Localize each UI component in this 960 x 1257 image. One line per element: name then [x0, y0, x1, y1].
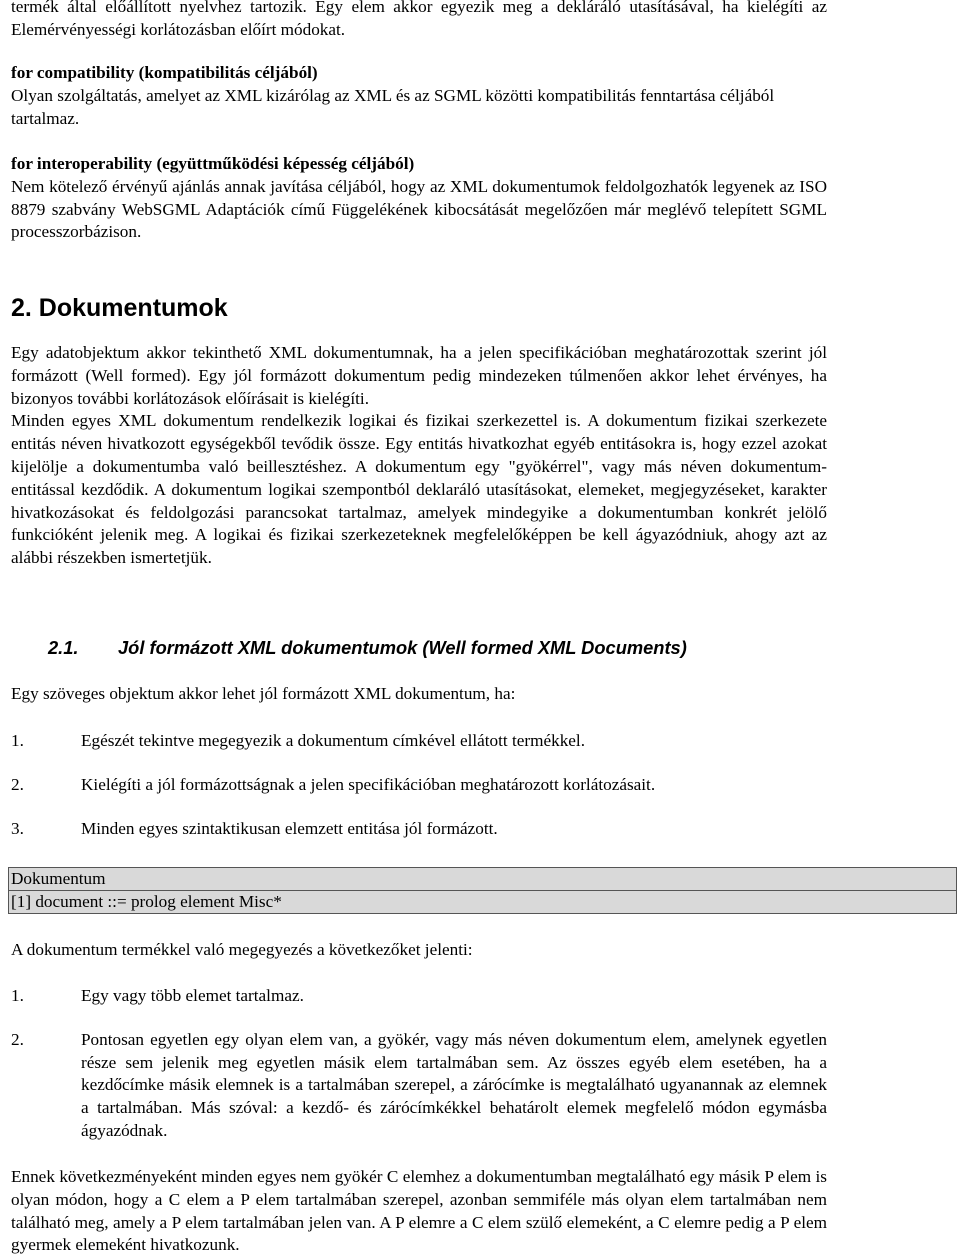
grammar-rule: [1] document ::= prolog element Misc* — [9, 890, 956, 913]
conformance-list — [11, 985, 827, 1143]
definition-term: for compatibility (kompatibilitás céljából) — [11, 63, 318, 82]
definition-compatibility — [11, 62, 827, 130]
section-title: Jól formázott XML dokumentumok (Well formed XML Documents) — [118, 637, 687, 658]
list-item: 2. Kielégíti a jól formázottságnak a jelen specifikációban meghatározott korlátozásait. — [11, 774, 656, 794]
grammar-box — [8, 867, 957, 914]
section-2-paragraph-2: Minden egyes XML dokumentum rendelkezik logikai és fizikai szerkezettel is. A dokumentum fizikai szerkezete entitás néven hivatkozott egységekből tevődik össze. Egy entitás hivatkozhat egyéb entitásokra is, hogy ezzel azokat kijelölje a dokumentumba való beillesztéshez. A dokumentum egy "gyökérrel", vagy más néven dokumentum-entitással kezdődik. A dokumentum logikai szempontból deklaráló utasításokat, elemeket, megjegyzéseket, karakter hivatkozásokat és feldolgozási parancsokat tartalmaz, amelyek mindegyike a dokumentumban konkrét jelölő funkcióként jelenik meg. A logikai és fizikai szerkezeteknek megfelelőképpen be kell ágyazódniuk, ahogy azt az alábbi részekben ismertetjük. — [11, 411, 827, 568]
section-2-heading: 2. Dokumentumok — [11, 294, 228, 322]
section-2-1-lead: Egy szöveges objektum akkor lehet jól formázott XML dokumentum, ha: — [11, 684, 516, 703]
section-2-1-heading — [11, 636, 911, 660]
intro-paragraph: termék által előállított nyelvhez tartozik. Egy elem akkor egyezik meg a dekláráló utasításával, ha kielégíti az Elemérvényességi korlátozásban előírt módokat. — [11, 0, 827, 39]
definition-text: Olyan szolgáltatás, amelyet az XML kizárólag az XML és az SGML közötti kompatibilitás fenntartása céljából tartalmaz. — [11, 85, 775, 128]
section-2-body — [11, 342, 827, 570]
section-number: 2.1. — [48, 637, 79, 658]
conditions-list — [11, 730, 827, 840]
definition-text: Nem kötelező érvényű ajánlás annak javítása céljából, hogy az XML dokumentumok feldolgozhatók legyenek az ISO 8879 szabvány WebSGML Adaptációk című Függelékének kibocsátását megelőzően már meglévő telepített SGML processzorbázison. — [11, 176, 827, 242]
list-item: 1. Egészét tekintve megegyezik a dokumentum címkével ellátott termékkel. — [11, 731, 585, 750]
list-item: 3. Minden egyes szintaktikusan elemzett entitása jól formázott. — [11, 818, 498, 838]
closing-paragraph: Ennek következményeként minden egyes nem gyökér C elemhez a dokumentumban megtalálható egy másik P elem is olyan módon, hogy a C elem a P elem tartalmában szerepel, azonban semmiféle más olyan elem tartalmában nem található meg, amely a P elem tartalmában jelen van. A P elemre a C elem szülő elemeként, a C elemre pedig a P elem gyermek elemeként hivatkozunk. — [11, 1167, 827, 1255]
definition-interoperability — [11, 153, 827, 244]
definition-term: for interoperability (együttműködési képesség céljából) — [11, 154, 415, 173]
list-item: 2. Pontosan egyetlen egy olyan elem van, a gyökér, vagy más néven dokumentum elem, amelynek egyetlen része sem jelenik meg egyetlen másik elem tartalmában sem. Az összes egyéb elem esetében, ha a kezdőcímke másik elemnek is a tartalmában szerepel, a zárócímke is megtalálható ugyanannak az elemnek a tartalmában. Más szóval: a kezdő- és zárócímkékkel behatárolt elemek megfelelő módon egymásba ágyazódnak. — [11, 1029, 827, 1140]
list-item: 1. Egy vagy több elemet tartalmaz. — [11, 986, 304, 1005]
section-2-paragraph-1: Egy adatobjektum akkor tekinthető XML dokumentumnak, ha a jelen specifikációban meghatározottak szerint jól formázott (Well formed). Egy jól formázott dokumentum pedig mindezeken túlmenően akkor lehet érvényes, ha bizonyos további korlátozások előírásait is kielégíti. — [11, 343, 827, 408]
section-2-1-lead-2: A dokumentum termékkel való megegyezés a következőket jelenti: — [11, 940, 473, 959]
grammar-title: Dokumentum — [11, 869, 106, 888]
